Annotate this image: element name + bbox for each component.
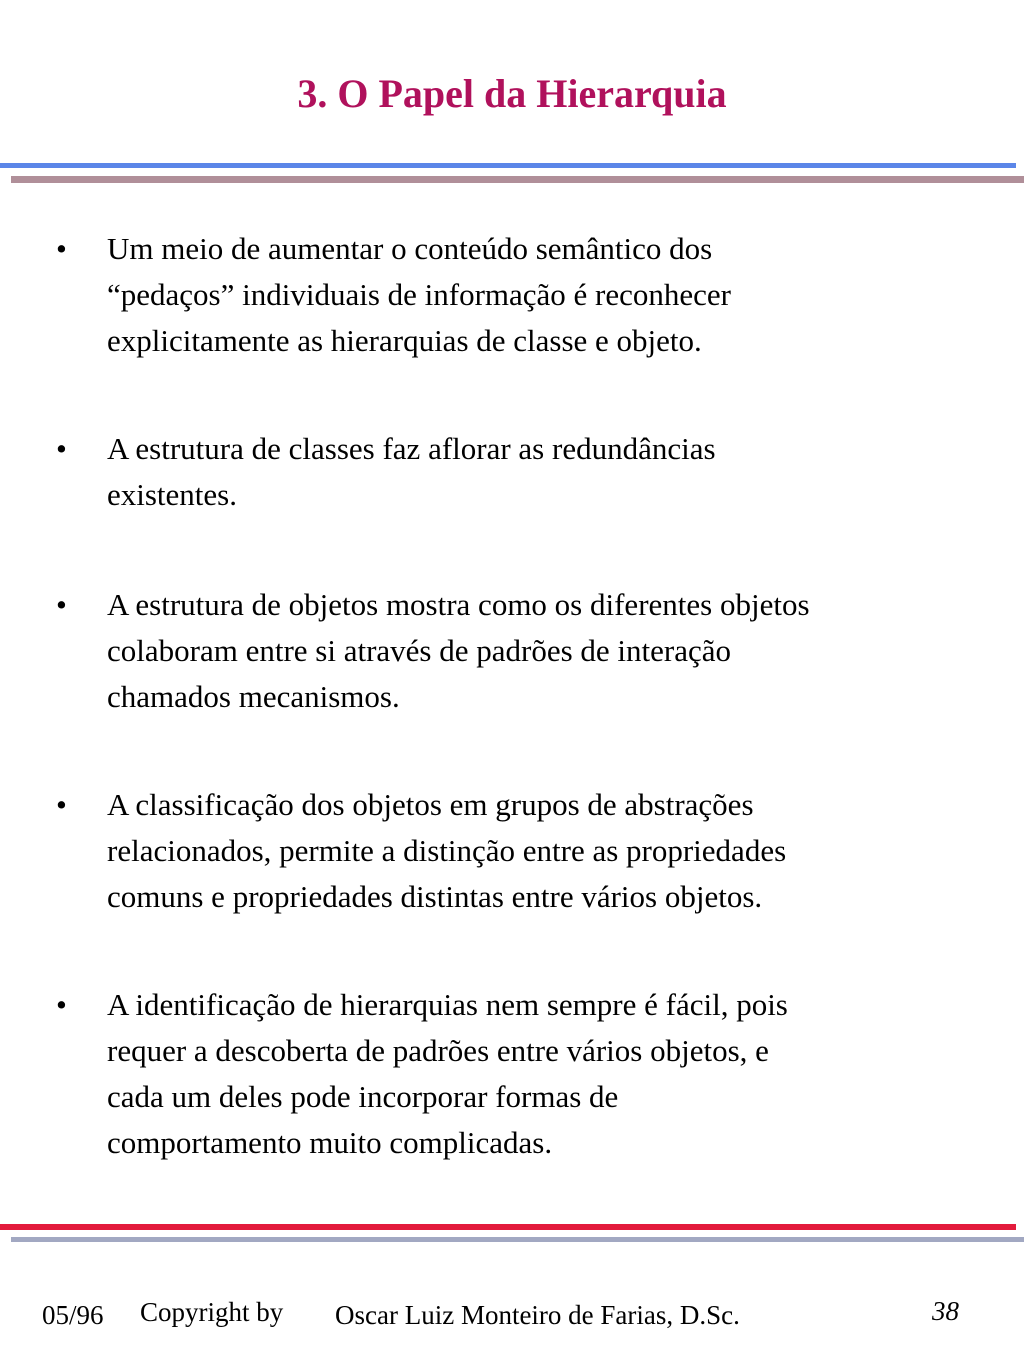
bullet-text: Um meio de aumentar o conteúdo semântico dos “pedaços” individuais de informação é reconhecer explicitamente as hierarquias de classe e objeto. xyxy=(107,231,731,358)
top-divider-mauve xyxy=(11,176,1024,183)
bullet-marker: • xyxy=(56,987,67,1022)
bullet-marker: • xyxy=(56,587,67,622)
bullet-text: A identificação de hierarquias nem sempre é fácil, pois requer a descoberta de padrões entre vários objetos, e cada um deles pode incorporar formas de comportamento muito complicadas. xyxy=(107,987,788,1160)
bullet-text: A classificação dos objetos em grupos de abstrações relacionados, permite a distinção entre as propriedades comuns e propriedades distintas entre vários objetos. xyxy=(107,787,787,914)
bottom-divider-red xyxy=(0,1224,1016,1230)
footer-author: Oscar Luiz Monteiro de Farias, D.Sc. xyxy=(335,1300,740,1330)
bullet-text: A estrutura de objetos mostra como os diferentes objetos colaboram entre si através de padrões de interação chamados mecanismos. xyxy=(107,587,810,714)
bottom-divider-lavender xyxy=(11,1237,1024,1242)
footer-copyright: Copyright by xyxy=(140,1297,284,1327)
bullet-text: A estrutura de classes faz aflorar as redundâncias existentes. xyxy=(107,431,716,512)
slide-title: 3. O Papel da Hierarquia xyxy=(297,71,727,116)
footer-date: 05/96 xyxy=(42,1300,104,1330)
bullet-marker: • xyxy=(56,787,67,822)
top-divider-blue xyxy=(0,163,1016,168)
page-number: 38 xyxy=(932,1296,959,1326)
bullet-marker: • xyxy=(56,231,67,266)
bullet-marker: • xyxy=(56,431,67,466)
